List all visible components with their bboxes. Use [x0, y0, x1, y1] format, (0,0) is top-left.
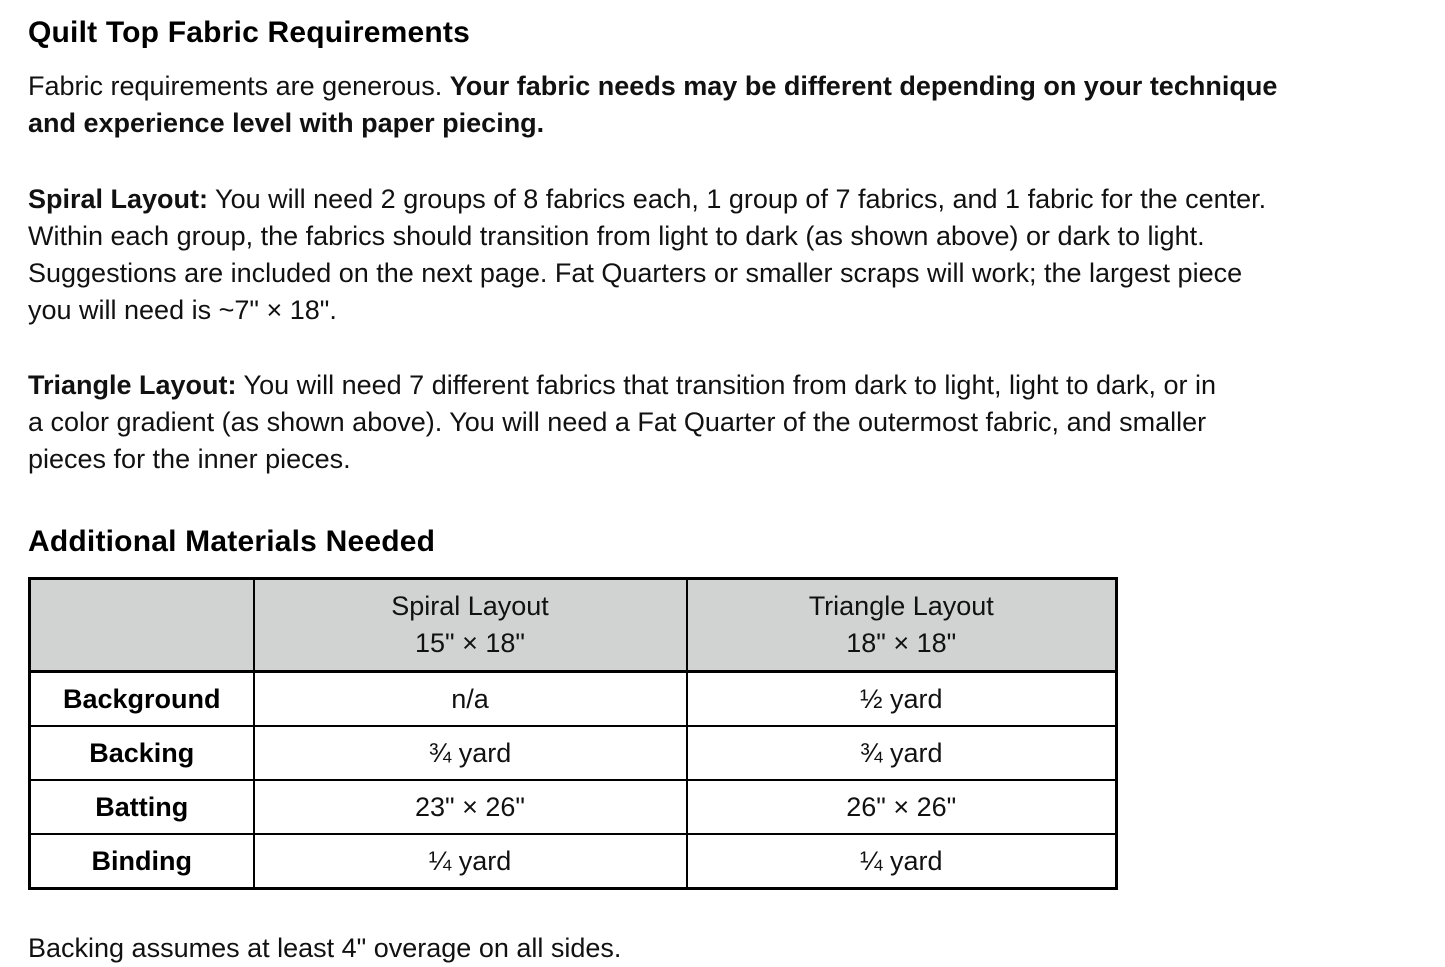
spiral-line-1-text: You will need 2 groups of 8 fabrics each, 1 group of 7 fabrics, and 1 fabric for the center.	[208, 184, 1267, 214]
backing-footnote: Backing assumes at least 4" overage on all sides.	[28, 933, 622, 963]
batting-spiral-value: 23" × 26"	[254, 780, 687, 834]
batting-triangle-value: 26" × 26"	[687, 780, 1117, 834]
table-corner-cell	[30, 579, 254, 672]
binding-triangle-value: ¼ yard	[687, 834, 1117, 889]
intro-line-1	[28, 68, 1417, 105]
spiral-layout-paragraph	[28, 181, 1417, 329]
spiral-line-4: you will need is ~7" × 18".	[28, 295, 337, 325]
intro-paragraph	[28, 68, 1417, 142]
backing-spiral-value: ¾ yard	[254, 726, 687, 780]
table-header-row	[30, 579, 1117, 672]
row-label-background: Background	[30, 672, 254, 727]
background-spiral-value: n/a	[254, 672, 687, 727]
spiral-layout-label: Spiral Layout:	[28, 184, 209, 214]
table-row-batting	[30, 780, 1117, 834]
triangle-column-header	[687, 579, 1117, 672]
triangle-line-2: a color gradient (as shown above). You will need a Fat Quarter of the outermost fabric, and smaller	[28, 407, 1207, 437]
page-title: Quilt Top Fabric Requirements	[28, 16, 470, 49]
triangle-layout-paragraph	[28, 367, 1417, 478]
intro-bold-text-2: and experience level with paper piecing.	[28, 108, 545, 138]
triangle-line-1-text: You will need 7 different fabrics that transition from dark to light, light to dark, or in	[236, 370, 1217, 400]
spiral-column-size: 15" × 18"	[414, 628, 525, 658]
triangle-line-3: pieces for the inner pieces.	[28, 444, 351, 474]
materials-heading: Additional Materials Needed	[28, 525, 436, 558]
triangle-layout-label: Triangle Layout:	[28, 370, 237, 400]
spiral-column-title: Spiral Layout	[391, 591, 549, 621]
table-row-backing	[30, 726, 1117, 780]
table-row-background	[30, 672, 1117, 727]
spiral-line-1	[28, 181, 1417, 218]
intro-bold-text-1: Your fabric needs may be different depending on your technique	[449, 71, 1278, 101]
intro-normal-text: Fabric requirements are generous.	[28, 71, 450, 101]
row-label-backing: Backing	[30, 726, 254, 780]
binding-spiral-value: ¼ yard	[254, 834, 687, 889]
backing-triangle-value: ¾ yard	[687, 726, 1117, 780]
row-label-binding: Binding	[30, 834, 254, 889]
background-triangle-value: ½ yard	[687, 672, 1117, 727]
table-row-binding	[30, 834, 1117, 889]
spiral-column-header	[254, 579, 687, 672]
materials-table	[28, 577, 1118, 890]
triangle-column-size: 18" × 18"	[846, 628, 957, 658]
triangle-column-title: Triangle Layout	[808, 591, 994, 621]
row-label-batting: Batting	[30, 780, 254, 834]
triangle-line-1	[28, 367, 1417, 404]
spiral-line-2: Within each group, the fabrics should transition from light to dark (as shown above) or dark to light.	[28, 221, 1205, 251]
spiral-line-3: Suggestions are included on the next page. Fat Quarters or smaller scraps will work; the largest piece	[28, 258, 1243, 288]
